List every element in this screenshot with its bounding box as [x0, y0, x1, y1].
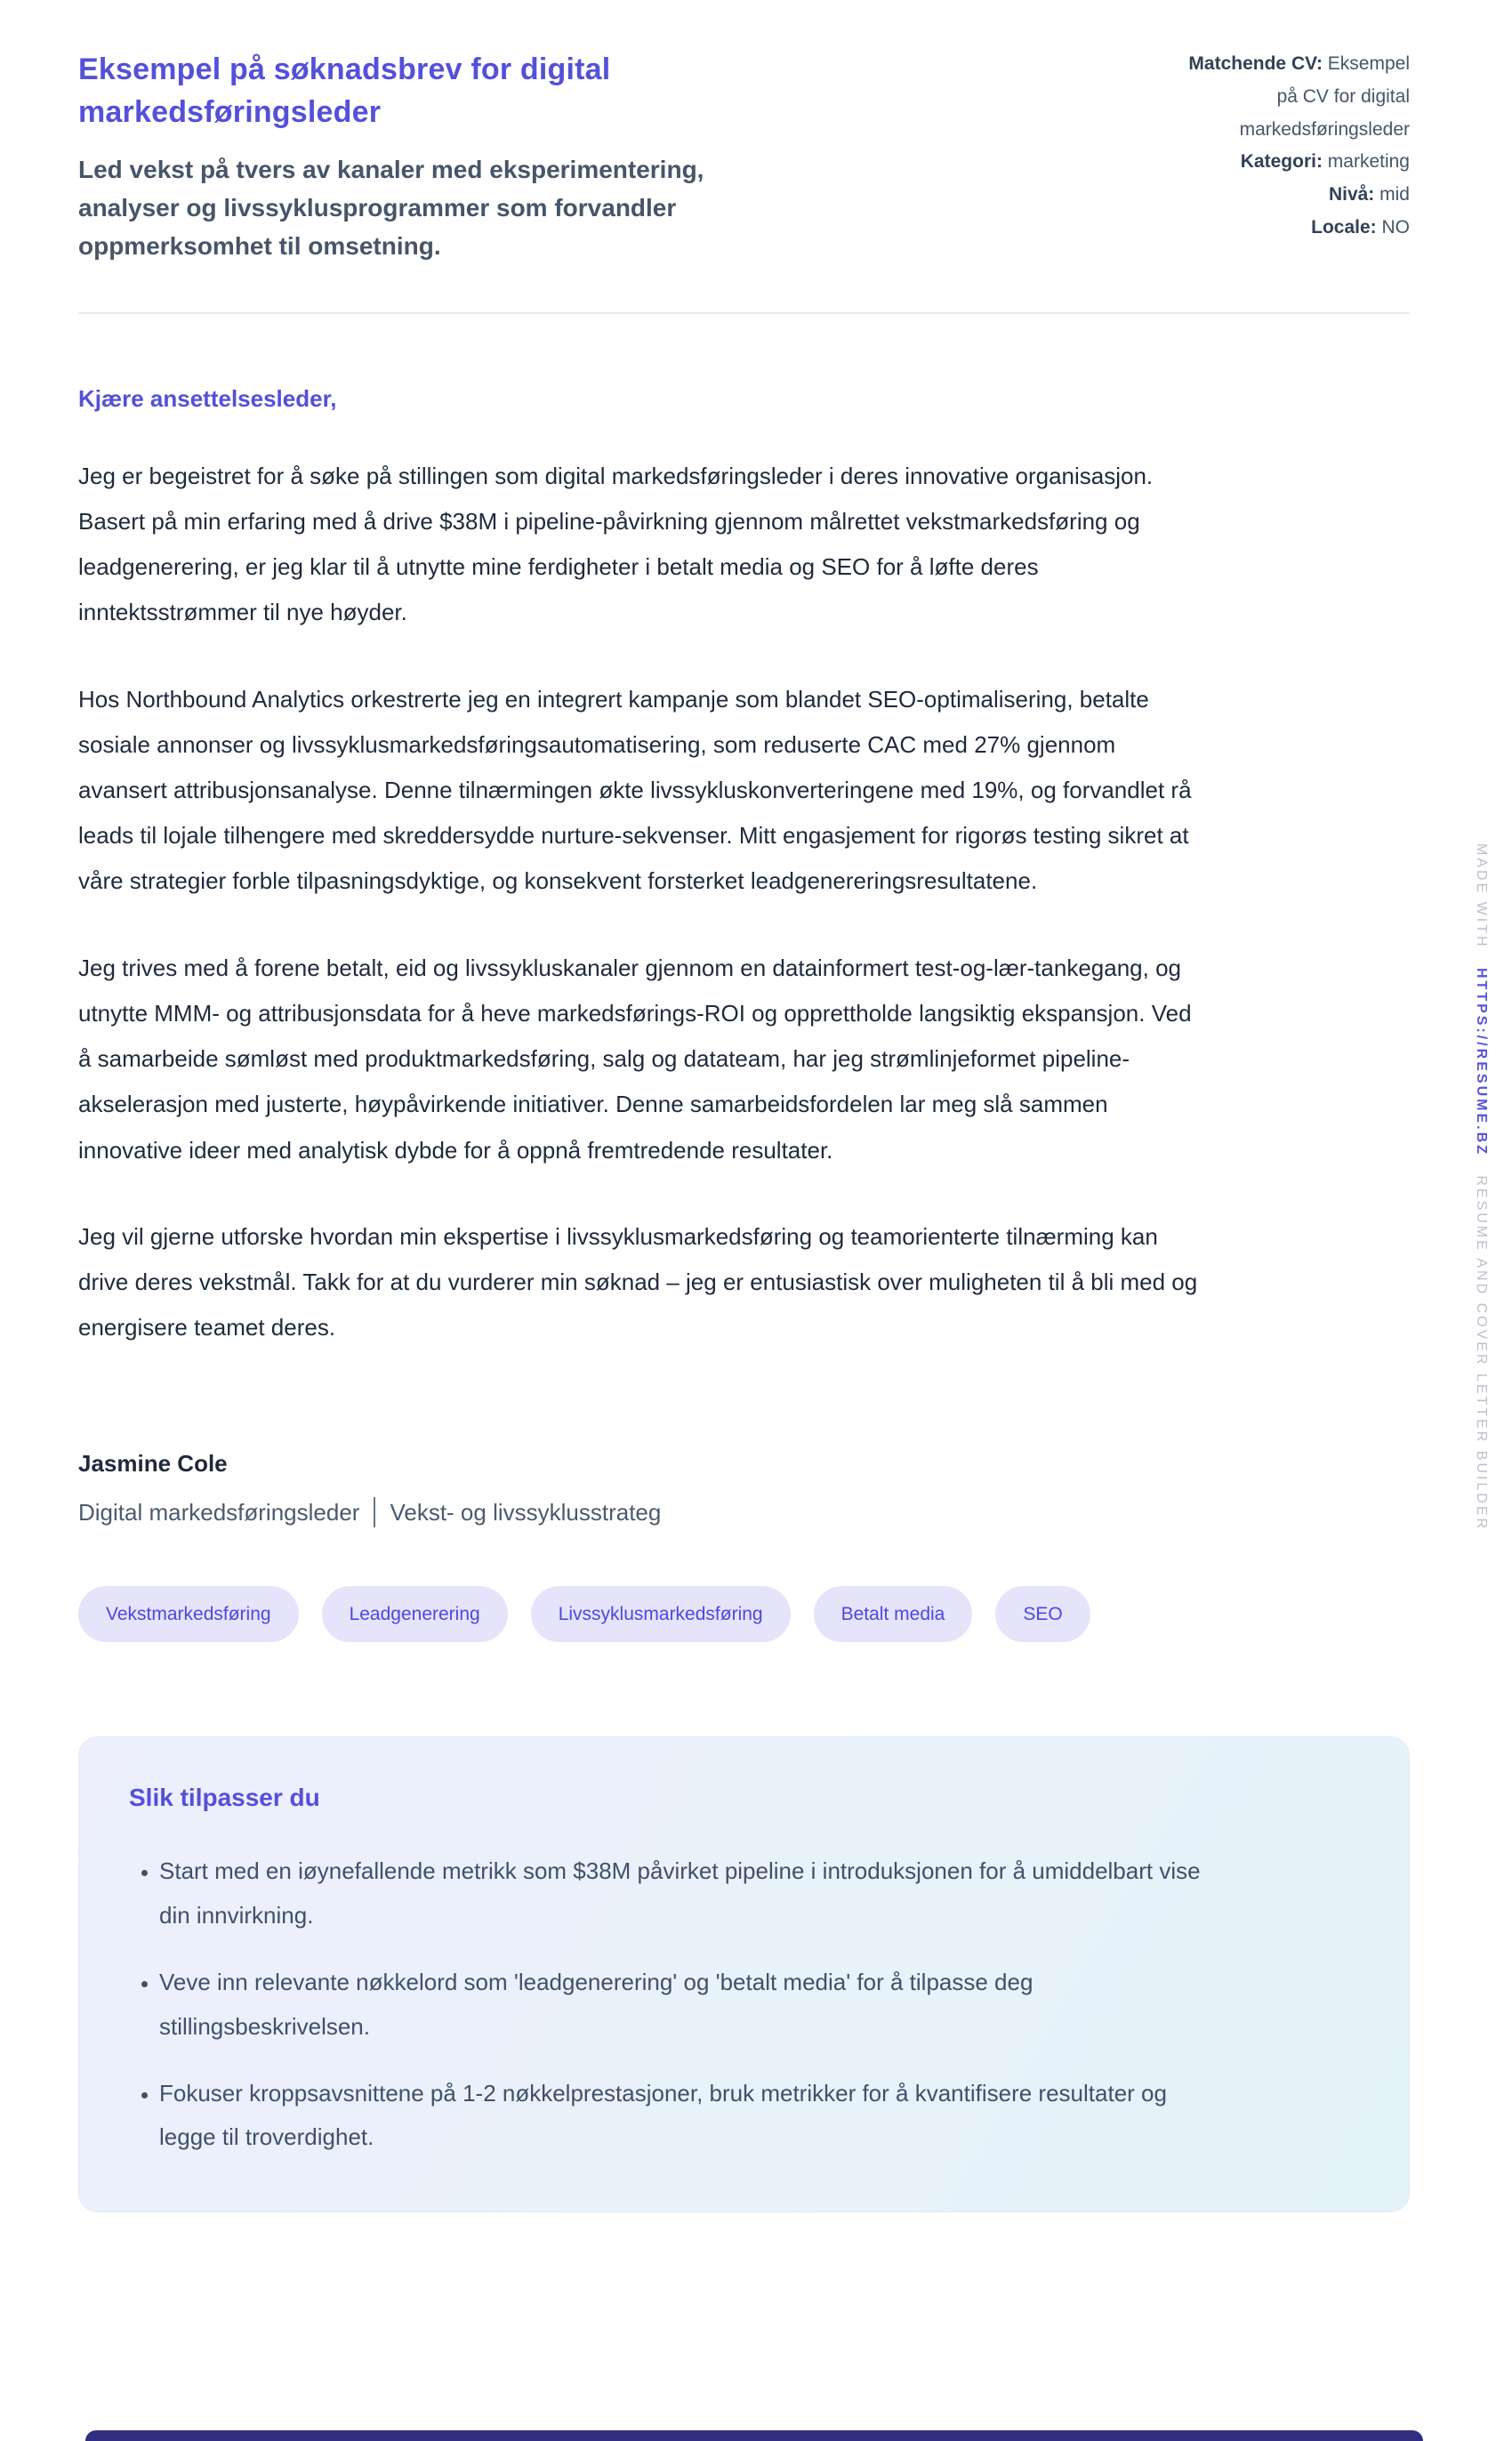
meta-level	[1329, 184, 1410, 205]
tailoring-tips-box	[78, 1736, 1410, 2211]
next-section-strip	[85, 2430, 1423, 2441]
tips-item-1: • Start med en iøynefallende metrikk som $38M påvirket pipeline i introduksjonen for å umiddelbart vise din innvirkning.	[159, 1849, 1218, 1937]
signature-name: Jasmine Cole	[78, 1450, 228, 1478]
meta-locale	[1311, 217, 1410, 238]
tips-heading: Slik tilpasser du	[129, 1784, 320, 1812]
meta-matching-cv-value: Eksempel på CV for digital markedsføringsleder	[1239, 53, 1410, 140]
tag-livssyklusmarkedsforing[interactable]: Livssyklusmarkedsføring	[531, 1586, 791, 1642]
page-subtitle: Led vekst på tvers av kanaler med eksperimentering, analyser og livssyklusprogrammer som forvandler oppmerksomhet til omsetning.	[78, 155, 704, 261]
meta-category	[1241, 151, 1410, 172]
meta-level-value: mid	[1374, 184, 1410, 205]
header-titles	[78, 48, 728, 266]
tips-list	[129, 1849, 1359, 2159]
tips-item-2: • Veve inn relevante nøkkelord som 'leadgenerering' og 'betalt media' for å tilpasse deg stillingsbeskrivelsen.	[159, 1961, 1218, 2049]
meta-matching-cv-label: Matchende CV:	[1188, 53, 1323, 74]
meta-matching-cv	[1188, 53, 1410, 140]
signature-role	[78, 1497, 1235, 1527]
signature-role-secondary: Vekst- og livssyklusstrateg	[390, 1498, 662, 1526]
meta-panel	[1187, 48, 1410, 245]
meta-category-label: Kategori:	[1240, 151, 1323, 173]
skill-tags	[78, 1586, 1410, 1642]
tag-leadgenerering[interactable]: Leadgenerering	[322, 1586, 508, 1642]
letter-paragraph-4: Jeg vil gjerne utforske hvordan min ekspertise i livssyklusmarkedsføring og teamorienterte tilnærming kan drive deres vekstmål. Takk for at du vurderer min søknad – jeg er entusiastisk over muligheten til å bli med og energisere teamet deres.	[78, 1222, 1198, 1341]
watermark-suffix: RESUME AND COVER LETTER BUILDER	[1474, 1175, 1489, 1532]
tag-vekstmarkedsforing[interactable]: Vekstmarkedsføring	[78, 1586, 299, 1642]
letter-greeting: Kjære ansettelsesleder,	[78, 384, 337, 412]
header-divider	[78, 312, 1410, 314]
page-title: Eksempel på søknadsbrev for digital markedsføringsleder	[78, 52, 611, 130]
letter-paragraph-2: Hos Northbound Analytics orkestrerte jeg en integrert kampanje som blandet SEO-optimalisering, betalte sosiale annonser og livssyklusmarkedsføringsautomatisering, som reduserte CAC med 27% gjennom avansert attribusjonsanalyse. Denne tilnærmingen økte livssykluskonverteringene med 19%, og forvandlet rå leads til lojale tilhengere med skreddersydde nurture-sekvenser. Mitt engasjement for rigorøs testing sikret at våre strategier forble tilpasningsdyktige, og konsekvent forsterket leadgenereringsresultatene.	[78, 685, 1192, 895]
signature-role-primary: Digital markedsføringsleder	[78, 1498, 360, 1526]
meta-locale-label: Locale:	[1311, 216, 1377, 238]
meta-locale-value: NO	[1376, 216, 1410, 238]
letter-body	[78, 385, 1235, 1528]
watermark-resume-bz-link[interactable]: HTTPS://RESUME.BZ	[1474, 968, 1489, 1156]
made-with-watermark	[1473, 843, 1489, 1531]
header	[78, 48, 1410, 266]
watermark-prefix: MADE WITH	[1474, 843, 1489, 949]
meta-level-label: Nivå:	[1328, 184, 1375, 205]
tips-item-3: • Fokuser kroppsavsnittene på 1-2 nøkkelprestasjoner, bruk metrikker for å kvantifisere resultater og legge til troverdighet.	[159, 2072, 1218, 2160]
tag-betalt-media[interactable]: Betalt media	[814, 1586, 973, 1642]
letter-paragraph-3: Jeg trives med å forene betalt, eid og livssykluskanaler gjennom en datainformert test-og-lær-tankegang, og utnytte MMM- og attribusjonsdata for å heve markedsførings-ROI og opprettholde langsiktig ekspansjon. Ved å samarbeide sømløst med produktmarkedsføring, salg og datateam, har jeg strømlinjeformet pipeline-akselerasjon med justerte, høypåvirkende initiativer. Denne samarbeidsfordelen lar meg slå sammen innovative ideer med analytisk dybde for å oppnå fremtredende resultater.	[78, 954, 1192, 1164]
tag-seo[interactable]: SEO	[995, 1586, 1090, 1642]
meta-category-value: marketing	[1322, 151, 1410, 173]
role-divider	[374, 1497, 375, 1527]
letter-paragraph-1: Jeg er begeistret for å søke på stillingen som digital markedsføringsleder i deres innovative organisasjon. Basert på min erfaring med å drive $38M i pipeline-påvirkning gjennom målrettet vekstmarkedsføring og leadgenerering, er jeg klar til å utnytte mine ferdigheter i betalt media og SEO for å løfte deres inntektsstrømmer til nye høyder.	[78, 462, 1154, 626]
